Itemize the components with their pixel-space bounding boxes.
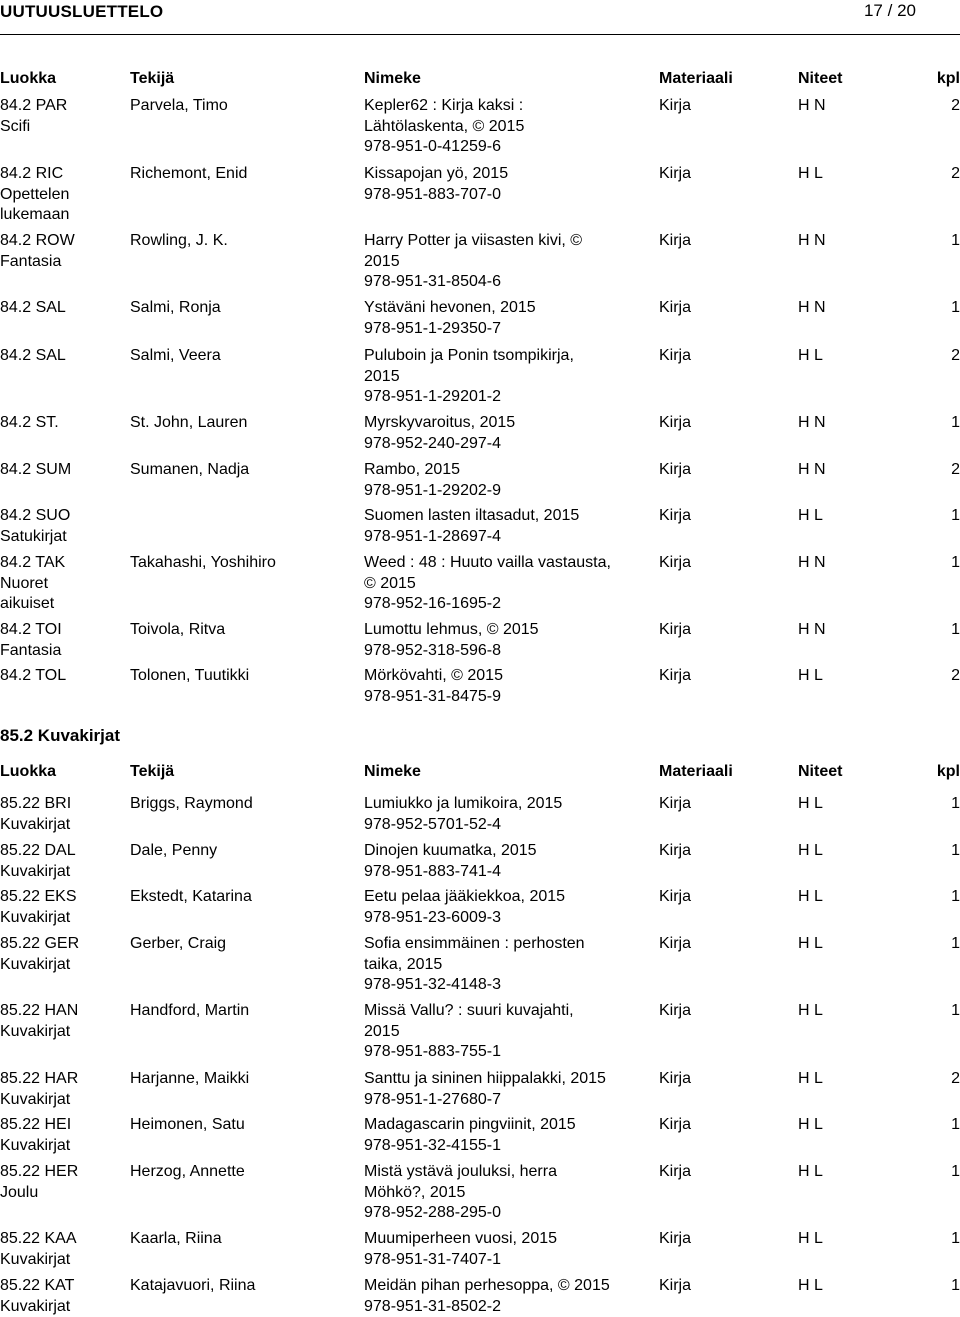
- cell-nimeke: Lumottu lehmus, © 2015 978-952-318-596-8: [364, 621, 539, 659]
- header-kpl: kpl: [936, 763, 960, 780]
- cell-niteet: H N: [798, 414, 826, 431]
- cell-luokka: 84.2 TAK Nuoret aikuiset: [0, 554, 66, 613]
- cell-materiaali: Kirja: [659, 1277, 692, 1294]
- cell-materiaali: Kirja: [659, 888, 692, 905]
- page-current: 17: [863, 1, 883, 20]
- header-nimeke: Nimeke: [364, 70, 421, 87]
- cell-materiaali: Kirja: [659, 842, 692, 859]
- cell-materiaali: Kirja: [659, 1163, 692, 1180]
- cell-nimeke: Suomen lasten iltasadut, 2015 978-951-1-28697-4: [364, 507, 580, 545]
- cell-nimeke: Mörkövahti, © 2015 978-951-31-8475-9: [364, 667, 503, 705]
- cell-kpl: 1: [951, 1002, 960, 1019]
- cell-kpl: 2: [951, 667, 960, 684]
- cell-materiaali: Kirja: [659, 667, 692, 684]
- cell-nimeke: Muumiperheen vuosi, 2015 978-951-31-7407-1: [364, 1230, 558, 1268]
- cell-kpl: 1: [951, 1277, 960, 1294]
- cell-kpl: 1: [951, 795, 960, 812]
- cell-materiaali: Kirja: [659, 935, 692, 952]
- cell-nimeke: Rambo, 2015 978-951-1-29202-9: [364, 461, 501, 499]
- cell-niteet: H N: [798, 97, 826, 114]
- cell-luokka: 85.22 HAN Kuvakirjat: [0, 1002, 79, 1040]
- cell-luokka: 84.2 SUM: [0, 461, 72, 478]
- cell-kpl: 1: [951, 1163, 960, 1180]
- cell-materiaali: Kirja: [659, 1116, 692, 1133]
- cell-nimeke: Kepler62 : Kirja kaksi : Lähtölaskenta, © 2015 978-951-0-41259-6: [364, 97, 525, 156]
- cell-materiaali: Kirja: [659, 1230, 692, 1247]
- cell-niteet: H L: [798, 795, 823, 812]
- cell-nimeke: Madagascarin pingviinit, 2015 978-951-32-4155-1: [364, 1116, 576, 1154]
- cell-tekija: Salmi, Veera: [130, 347, 221, 364]
- cell-tekija: Toivola, Ritva: [130, 621, 226, 638]
- cell-nimeke: Sofia ensimmäinen : perhosten taika, 2015 978-951-32-4148-3: [364, 935, 585, 994]
- cell-niteet: H N: [798, 461, 826, 478]
- cell-materiaali: Kirja: [659, 97, 692, 114]
- cell-niteet: H L: [798, 842, 823, 859]
- top-divider: [0, 34, 960, 35]
- page-number: [864, 1, 916, 21]
- cell-luokka: 84.2 TOI Fantasia: [0, 621, 62, 659]
- cell-tekija: Parvela, Timo: [130, 97, 228, 114]
- cell-niteet: H N: [798, 299, 826, 316]
- cell-niteet: H L: [798, 507, 823, 524]
- cell-niteet: H L: [798, 1116, 823, 1133]
- cell-luokka: 85.22 KAT Kuvakirjat: [0, 1277, 75, 1315]
- cell-tekija: Salmi, Ronja: [130, 299, 221, 316]
- page-title: UUTUUSLUETTELO: [0, 2, 164, 21]
- cell-luokka: 84.2 SAL: [0, 347, 66, 364]
- cell-tekija: Herzog, Annette: [130, 1163, 245, 1180]
- cell-tekija: Richemont, Enid: [130, 165, 248, 182]
- cell-kpl: 1: [951, 554, 960, 571]
- cell-materiaali: Kirja: [659, 1070, 692, 1087]
- cell-materiaali: Kirja: [659, 554, 692, 571]
- cell-kpl: 1: [951, 232, 960, 249]
- table-header: [0, 70, 960, 90]
- cell-niteet: H L: [798, 165, 823, 182]
- cell-materiaali: Kirja: [659, 299, 692, 316]
- cell-luokka: 85.22 EKS Kuvakirjat: [0, 888, 77, 926]
- cell-luokka: 84.2 SAL: [0, 299, 66, 316]
- cell-niteet: H N: [798, 554, 826, 571]
- header-kpl: kpl: [936, 70, 960, 87]
- cell-nimeke: Santtu ja sininen hiippalakki, 2015 978-951-1-27680-7: [364, 1070, 606, 1108]
- cell-nimeke: Missä Vallu? : suuri kuvajahti, 2015 978-951-883-755-1: [364, 1002, 574, 1061]
- cell-materiaali: Kirja: [659, 414, 692, 431]
- cell-nimeke: Eetu pelaa jääkiekkoa, 2015 978-951-23-6009-3: [364, 888, 566, 926]
- cell-niteet: H L: [798, 1070, 823, 1087]
- cell-tekija: Gerber, Craig: [130, 935, 227, 952]
- cell-luokka: 84.2 ST.: [0, 414, 59, 431]
- cell-tekija: Heimonen, Satu: [130, 1116, 245, 1133]
- cell-kpl: 2: [951, 165, 960, 182]
- table-header: [0, 763, 960, 783]
- header-niteet: Niteet: [798, 70, 843, 87]
- cell-niteet: H L: [798, 347, 823, 364]
- cell-kpl: 1: [951, 888, 960, 905]
- cell-niteet: H N: [798, 232, 826, 249]
- cell-nimeke: Lumiukko ja lumikoira, 2015 978-952-5701-52-4: [364, 795, 563, 833]
- page-total: 20: [897, 1, 916, 20]
- cell-niteet: H L: [798, 935, 823, 952]
- cell-nimeke: Ystäväni hevonen, 2015 978-951-1-29350-7: [364, 299, 536, 337]
- cell-materiaali: Kirja: [659, 347, 692, 364]
- cell-tekija: Briggs, Raymond: [130, 795, 253, 812]
- cell-tekija: Ekstedt, Katarina: [130, 888, 252, 905]
- cell-luokka: 85.22 BRI Kuvakirjat: [0, 795, 72, 833]
- section-title: 85.2 Kuvakirjat: [0, 726, 121, 745]
- cell-luokka: 84.2 RIC Opettelen lukemaan: [0, 165, 70, 224]
- cell-tekija: Takahashi, Yoshihiro: [130, 554, 276, 571]
- cell-niteet: H L: [798, 1230, 823, 1247]
- cell-niteet: H L: [798, 1002, 823, 1019]
- header-luokka: Luokka: [0, 763, 57, 780]
- cell-luokka: 85.22 KAA Kuvakirjat: [0, 1230, 77, 1268]
- cell-kpl: 2: [951, 461, 960, 478]
- cell-kpl: 2: [951, 97, 960, 114]
- cell-niteet: H L: [798, 888, 823, 905]
- cell-kpl: 1: [951, 1116, 960, 1133]
- cell-luokka: 84.2 TOL: [0, 667, 67, 684]
- header-materiaali: Materiaali: [659, 763, 733, 780]
- cell-luokka: 85.22 HER Joulu: [0, 1163, 79, 1201]
- header-tekija: Tekijä: [130, 763, 175, 780]
- cell-niteet: H L: [798, 667, 823, 684]
- cell-nimeke: Meidän pihan perhesoppa, © 2015 978-951-31-8502-2: [364, 1277, 610, 1315]
- cell-materiaali: Kirja: [659, 165, 692, 182]
- cell-nimeke: Harry Potter ja viisasten kivi, © 2015 978-951-31-8504-6: [364, 232, 583, 291]
- cell-tekija: Handford, Martin: [130, 1002, 250, 1019]
- header-niteet: Niteet: [798, 763, 843, 780]
- cell-materiaali: Kirja: [659, 1002, 692, 1019]
- cell-luokka: 84.2 ROW Fantasia: [0, 232, 75, 270]
- cell-materiaali: Kirja: [659, 461, 692, 478]
- cell-nimeke: Kissapojan yö, 2015 978-951-883-707-0: [364, 165, 509, 203]
- cell-tekija: Kaarla, Riina: [130, 1230, 222, 1247]
- header-luokka: Luokka: [0, 70, 57, 87]
- cell-materiaali: Kirja: [659, 795, 692, 812]
- cell-kpl: 1: [951, 842, 960, 859]
- cell-luokka: 85.22 HAR Kuvakirjat: [0, 1070, 79, 1108]
- cell-nimeke: Myrskyvaroitus, 2015 978-952-240-297-4: [364, 414, 516, 452]
- cell-luokka: 85.22 DAL Kuvakirjat: [0, 842, 76, 880]
- header-materiaali: Materiaali: [659, 70, 733, 87]
- cell-luokka: 84.2 SUO Satukirjat: [0, 507, 71, 545]
- cell-kpl: 1: [951, 1230, 960, 1247]
- cell-materiaali: Kirja: [659, 507, 692, 524]
- cell-nimeke: Weed : 48 : Huuto vailla vastausta, © 2015 978-952-16-1695-2: [364, 554, 611, 613]
- cell-materiaali: Kirja: [659, 621, 692, 638]
- cell-kpl: 1: [951, 507, 960, 524]
- cell-nimeke: Puluboin ja Ponin tsompikirja, 2015 978-951-1-29201-2: [364, 347, 574, 406]
- cell-nimeke: Mistä ystävä jouluksi, herra Möhkö?, 2015 978-952-288-295-0: [364, 1163, 557, 1222]
- cell-kpl: 1: [951, 299, 960, 316]
- cell-niteet: H N: [798, 621, 826, 638]
- cell-nimeke: Dinojen kuumatka, 2015 978-951-883-741-4: [364, 842, 537, 880]
- page-separator: /: [887, 1, 893, 20]
- cell-tekija: Sumanen, Nadja: [130, 461, 250, 478]
- cell-kpl: 1: [951, 414, 960, 431]
- header-nimeke: Nimeke: [364, 763, 421, 780]
- header-tekija: Tekijä: [130, 70, 175, 87]
- cell-luokka: 85.22 HEI Kuvakirjat: [0, 1116, 72, 1154]
- cell-materiaali: Kirja: [659, 232, 692, 249]
- cell-niteet: H L: [798, 1277, 823, 1294]
- cell-kpl: 1: [951, 621, 960, 638]
- cell-luokka: 84.2 PAR Scifi: [0, 97, 68, 135]
- cell-tekija: Katajavuori, Riina: [130, 1277, 256, 1294]
- cell-kpl: 2: [951, 1070, 960, 1087]
- cell-kpl: 1: [951, 935, 960, 952]
- cell-tekija: Rowling, J. K.: [130, 232, 228, 249]
- cell-tekija: Tolonen, Tuutikki: [130, 667, 250, 684]
- cell-niteet: H L: [798, 1163, 823, 1180]
- cell-tekija: St. John, Lauren: [130, 414, 248, 431]
- cell-luokka: 85.22 GER Kuvakirjat: [0, 935, 80, 973]
- cell-tekija: Harjanne, Maikki: [130, 1070, 250, 1087]
- cell-kpl: 2: [951, 347, 960, 364]
- cell-tekija: Dale, Penny: [130, 842, 218, 859]
